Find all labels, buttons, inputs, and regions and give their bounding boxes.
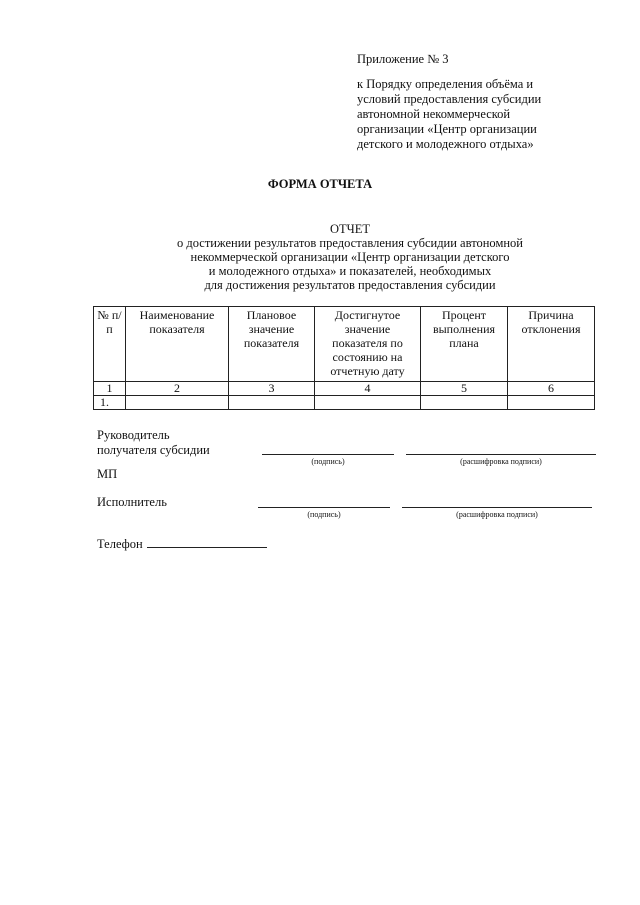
column-number: 6	[508, 382, 595, 396]
executor-decoding-line	[402, 507, 592, 508]
appendix-number: Приложение № 3	[357, 52, 449, 66]
appendix-line: условий предоставления субсидии	[357, 92, 542, 106]
appendix-line: к Порядку определения объёма и	[357, 77, 534, 91]
header-cell-planned-value: Плановое значение показателя	[229, 307, 315, 382]
report-title: ОТЧЕТ	[329, 222, 371, 236]
form-title: ФОРМА ОТЧЕТА	[267, 177, 373, 191]
appendix-line: детского и молодежного отдыха»	[357, 137, 534, 151]
executor-signature-line	[258, 507, 390, 508]
header-cell-achieved-value: Достигнутое значение показателя по состоянию на отчетную дату	[315, 307, 421, 382]
head-decoding-line	[406, 454, 596, 455]
executor-decoding-caption: (расшифровка подписи)	[456, 510, 538, 519]
header-cell-number: № п/п	[94, 307, 126, 382]
column-number: 2	[126, 382, 229, 396]
table-cell: 1.	[94, 396, 126, 410]
report-subtitle-line: и молодежного отдыха» и показателей, необходимых	[208, 264, 492, 278]
table-cell	[508, 396, 595, 410]
report-heading	[0, 222, 640, 292]
column-number-row	[94, 382, 595, 396]
executor-signature-caption: (подпись)	[307, 510, 341, 519]
table-cell	[315, 396, 421, 410]
report-subtitle-line: некоммерческой организации «Центр организации детского	[190, 250, 510, 264]
head-decoding-caption: (расшифровка подписи)	[460, 457, 542, 466]
report-subtitle-line: о достижении результатов предоставления субсидии автономной	[176, 236, 523, 250]
column-number: 4	[315, 382, 421, 396]
head-signature-label	[97, 428, 210, 458]
table-cell	[229, 396, 315, 410]
report-table	[93, 306, 595, 410]
head-label-line: Руководитель	[97, 428, 170, 442]
appendix-line: автономной некоммерческой	[357, 107, 511, 121]
head-signature-line	[262, 454, 394, 455]
header-cell-completion-percent: Процент выполнения плана	[421, 307, 508, 382]
table-header-row	[94, 307, 595, 382]
column-number: 1	[94, 382, 126, 396]
table-cell	[421, 396, 508, 410]
table-row	[94, 396, 595, 410]
phone-label: Телефон	[97, 537, 143, 551]
appendix-line: организации «Центр организации	[357, 122, 537, 136]
executor-label: Исполнитель	[97, 495, 167, 509]
report-subtitle-line: для достижения результатов предоставления субсидии	[204, 278, 496, 292]
appendix-block	[357, 52, 541, 152]
phone-field	[97, 536, 267, 552]
header-cell-deviation-reason: Причина отклонения	[508, 307, 595, 382]
column-number: 5	[421, 382, 508, 396]
phone-blank-line	[147, 536, 267, 548]
header-cell-indicator-name: Наименование показателя	[126, 307, 229, 382]
table-cell	[126, 396, 229, 410]
stamp-label: МП	[97, 467, 118, 481]
head-signature-caption: (подпись)	[311, 457, 345, 466]
column-number: 3	[229, 382, 315, 396]
head-label-line: получателя субсидии	[97, 443, 210, 457]
